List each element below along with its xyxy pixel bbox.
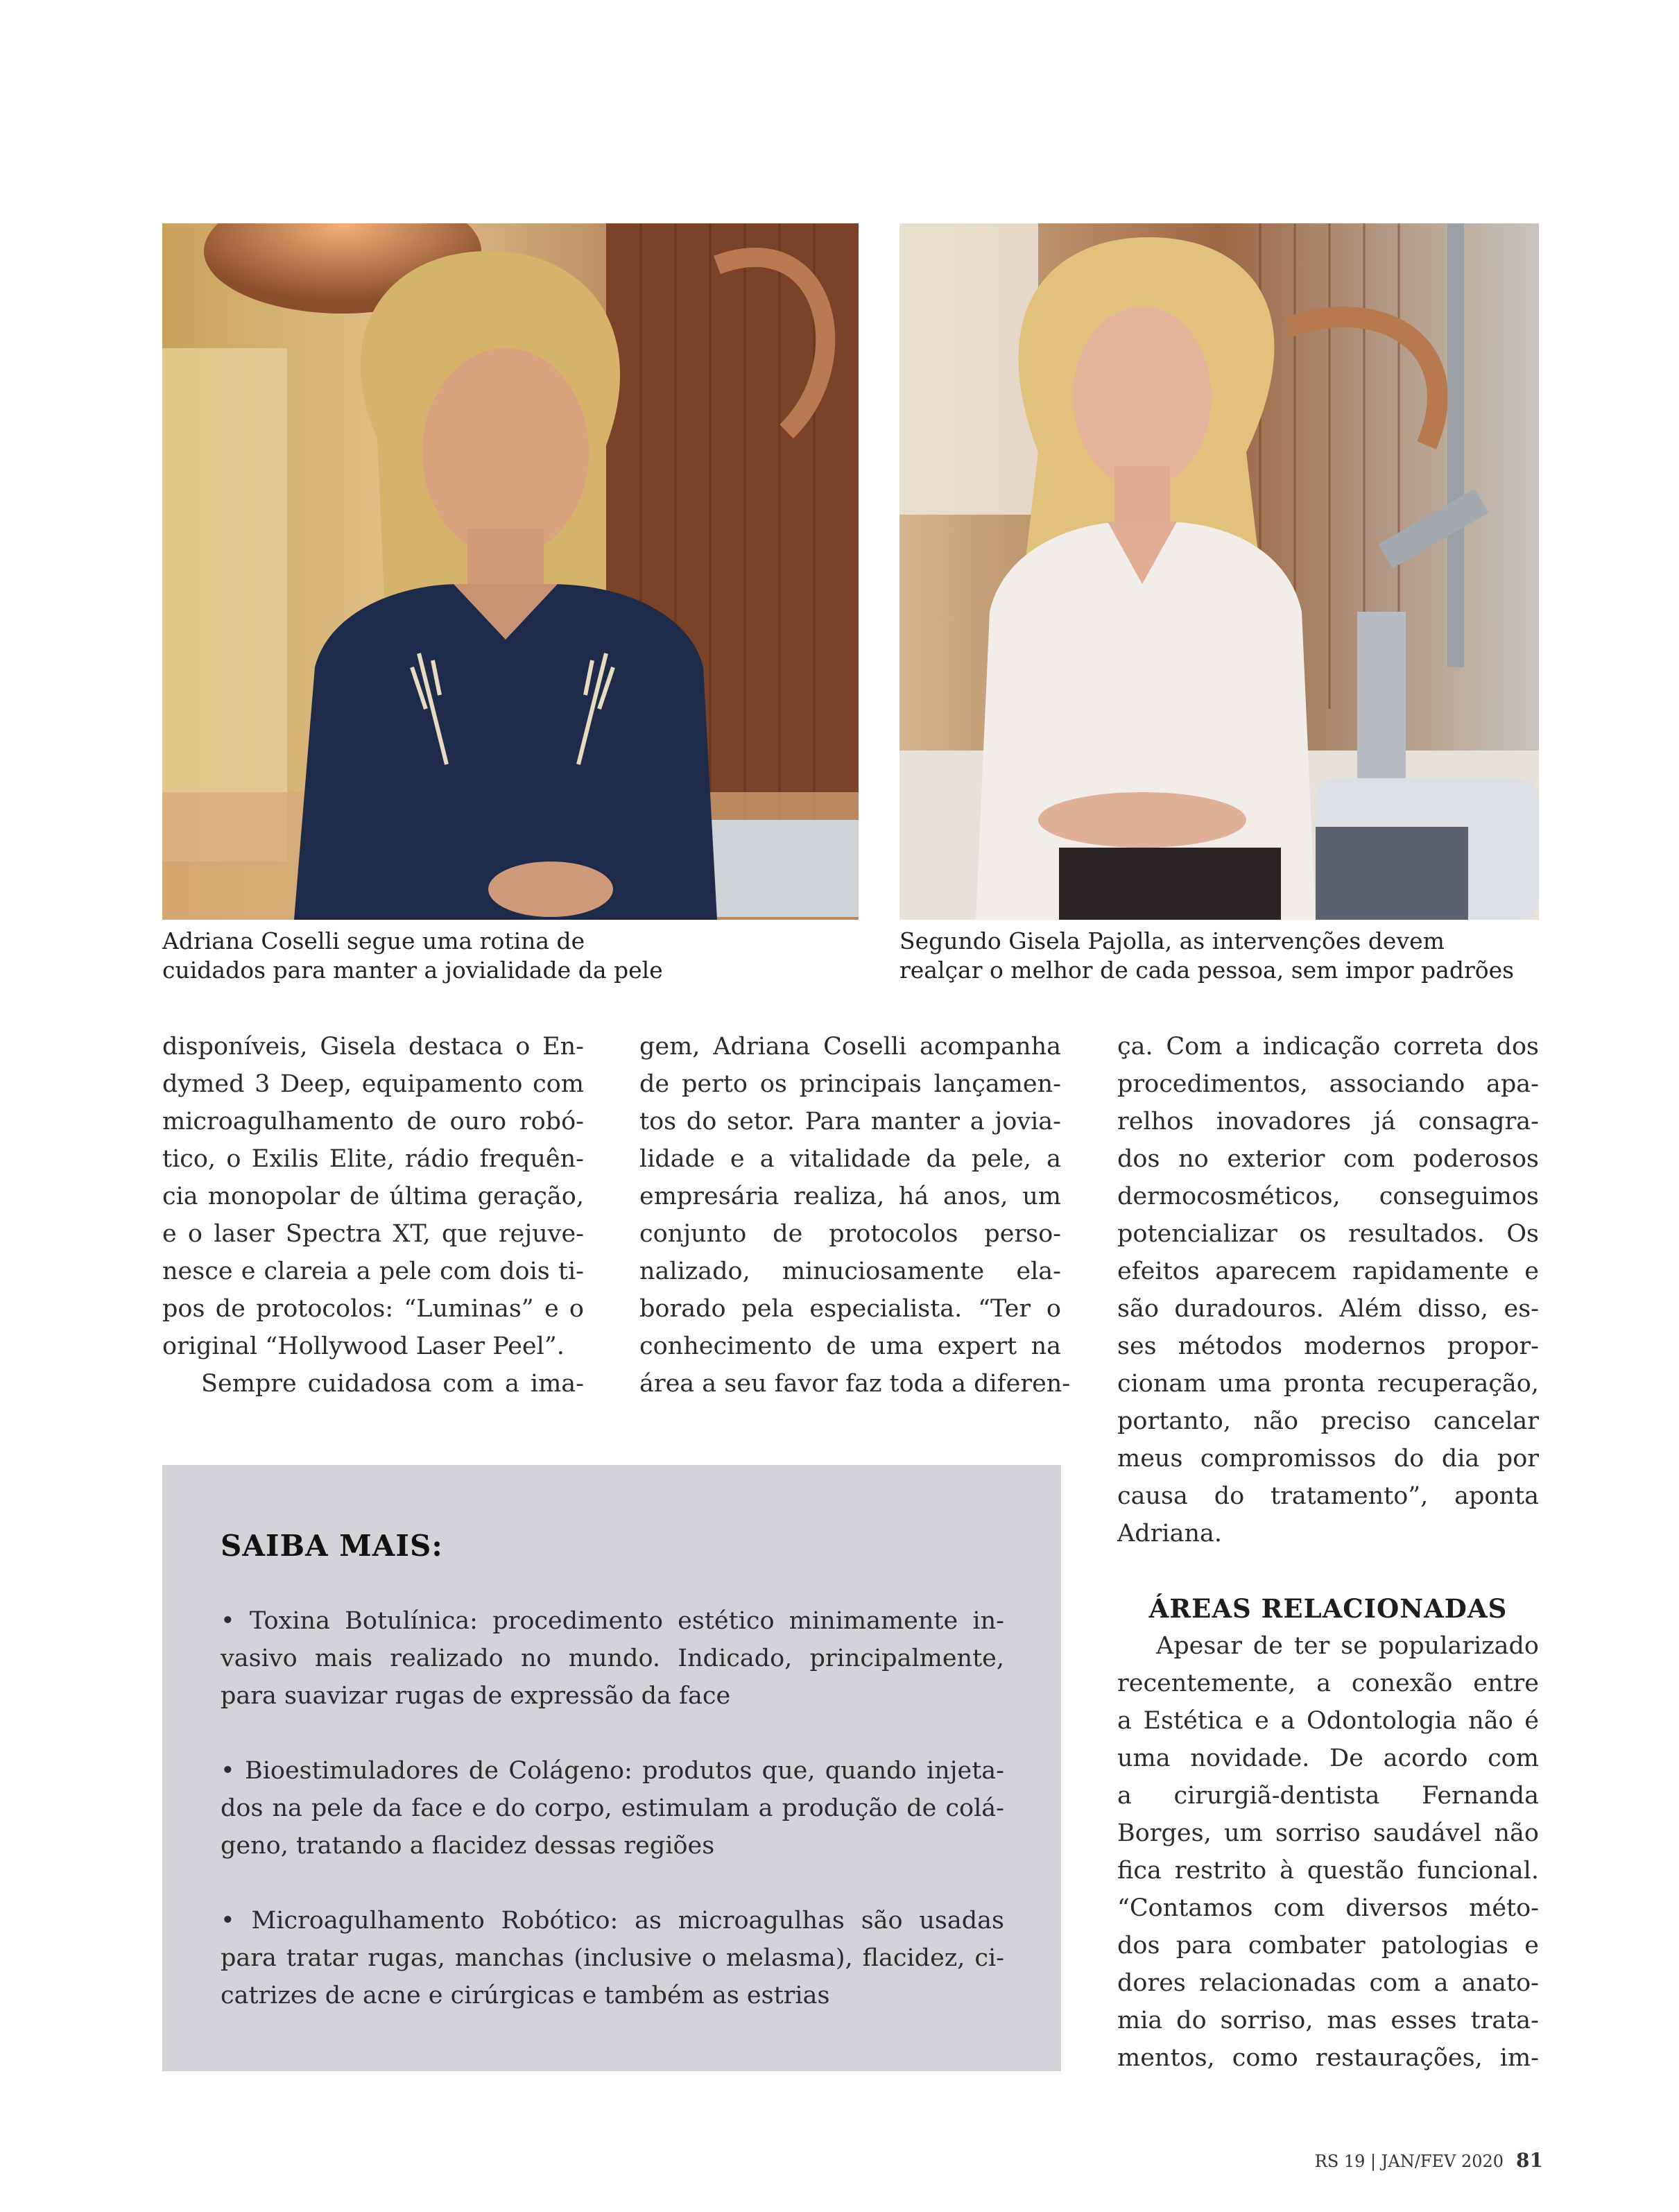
- item-line: • Microagulhamento Robótico: as microagulhas são usadas: [221, 1907, 1004, 1935]
- body-line: cia monopolar de última geração,: [162, 1183, 584, 1210]
- body-line: microagulhamento de ouro robó-: [162, 1108, 584, 1135]
- body-line: procedimentos, associando apa-: [1117, 1070, 1539, 1098]
- article-column-1: [162, 1028, 584, 1403]
- body-line: pos de protocolos: “Luminas” e o: [162, 1295, 584, 1323]
- photo-caption-left: [162, 927, 663, 985]
- body-line: original “Hollywood Laser Peel”.: [162, 1332, 565, 1360]
- item-line: • Toxina Botulínica: procedimento estético minimamente in-: [221, 1607, 1004, 1635]
- body-line: conjunto de protocolos perso-: [639, 1220, 1061, 1248]
- body-line: relhos inovadores já consagra-: [1117, 1108, 1539, 1135]
- section-heading: ÁREAS RELACIONADAS: [1148, 1593, 1508, 1624]
- item-line: • Bioestimuladores de Colágeno: produtos que, quando injeta-: [221, 1757, 1004, 1785]
- issue-label: RS 19 | JAN/FEV 2020: [1314, 2152, 1504, 2171]
- body-line: nalizado, minuciosamente ela-: [639, 1258, 1061, 1285]
- body-line: de perto os principais lançamen-: [639, 1070, 1061, 1098]
- body-line: gem, Adriana Coselli acompanha: [639, 1033, 1061, 1061]
- body-line: nesce e clareia a pele com dois ti-: [162, 1258, 584, 1285]
- body-line: “Contamos com diversos méto-: [1117, 1894, 1539, 1922]
- body-line: ses métodos modernos propor-: [1117, 1332, 1539, 1360]
- article-column-2: [639, 1028, 1071, 1403]
- item-line: para tratar rugas, manchas (inclusive o melasma), flacidez, ci-: [221, 1944, 1004, 1972]
- caption-line: cuidados para manter a jovialidade da pele: [162, 957, 663, 984]
- body-line: efeitos aparecem rapidamente e: [1117, 1258, 1539, 1285]
- body-line: causa do tratamento”, aponta: [1117, 1482, 1539, 1510]
- body-line: cionam uma pronta recuperação,: [1117, 1370, 1539, 1398]
- caption-line: Segundo Gisela Pajolla, as intervenções devem: [899, 927, 1445, 954]
- body-line: mia do sorriso, mas esses trata-: [1117, 2007, 1539, 2034]
- saiba-mais-item: [221, 1902, 1004, 2014]
- body-line: tico, o Exilis Elite, rádio frequên-: [162, 1145, 584, 1173]
- body-line: recentemente, a conexão entre: [1117, 1670, 1539, 1697]
- body-line: são duradouros. Além disso, es-: [1117, 1295, 1539, 1323]
- photo-gisela-pajolla: [899, 223, 1539, 920]
- page-footer: [1315, 2149, 1543, 2172]
- saiba-mais-box: [162, 1465, 1061, 2071]
- body-line: a cirurgiã-dentista Fernanda: [1117, 1782, 1539, 1810]
- body-line: tos do setor. Para manter a jovia-: [639, 1108, 1061, 1135]
- saiba-mais-item: [221, 1602, 1004, 1715]
- body-line: fica restrito à questão funcional.: [1117, 1857, 1539, 1885]
- body-line: e o laser Spectra XT, que rejuve-: [162, 1220, 584, 1248]
- body-line: dos para combater patologias e: [1117, 1932, 1539, 1960]
- item-line: geno, tratando a flacidez dessas regiões: [221, 1832, 715, 1860]
- body-line: área a seu favor faz toda a diferen-: [639, 1370, 1071, 1398]
- photo-caption-right: [899, 927, 1514, 985]
- body-line: Apesar de ter se popularizado: [1156, 1632, 1539, 1660]
- body-line: dymed 3 Deep, equipamento com: [162, 1070, 584, 1098]
- body-line: dos no exterior com poderosos: [1117, 1145, 1539, 1173]
- item-line: catrizes de acne e cirúrgicas e também as estrias: [221, 1982, 830, 2009]
- item-line: para suavizar rugas de expressão da face: [221, 1682, 731, 1710]
- body-line: dores relacionadas com a anato-: [1117, 1969, 1539, 1997]
- caption-line: Adriana Coselli segue uma rotina de: [162, 927, 585, 954]
- caption-line: realçar o melhor de cada pessoa, sem impor padrões: [899, 957, 1515, 984]
- body-line: conhecimento de uma expert na: [639, 1332, 1061, 1360]
- body-line: empresária realiza, há anos, um: [639, 1183, 1061, 1210]
- body-line: portanto, não preciso cancelar: [1117, 1407, 1539, 1435]
- spacer: [1117, 1552, 1539, 1590]
- item-line: vasivo mais realizado no mundo. Indicado, principalmente,: [221, 1645, 1004, 1672]
- page-number: 81: [1516, 2149, 1543, 2172]
- body-line: potencializar os resultados. Os: [1117, 1220, 1539, 1248]
- saiba-mais-title: SAIBA MAIS:: [221, 1529, 443, 1563]
- body-line: mentos, como restaurações, im-: [1117, 2044, 1539, 2072]
- body-line: a Estética e a Odontologia não é: [1117, 1707, 1539, 1735]
- body-line: ça. Com a indicação correta dos: [1117, 1033, 1539, 1061]
- body-line: borado pela especialista. “Ter o: [639, 1295, 1061, 1323]
- item-line: dos na pele da face e do corpo, estimulam a produção de colá-: [221, 1794, 1004, 1822]
- body-line: dermocosméticos, conseguimos: [1117, 1183, 1539, 1210]
- article-column-3: [1117, 1028, 1539, 2077]
- body-line: Adriana.: [1117, 1520, 1223, 1547]
- body-line: uma novidade. De acordo com: [1117, 1744, 1539, 1772]
- body-line: Sempre cuidadosa com a ima-: [201, 1370, 584, 1398]
- body-line: lidade e a vitalidade da pele, a: [639, 1145, 1061, 1173]
- body-line: meus compromissos do dia por: [1117, 1445, 1539, 1473]
- body-line: disponíveis, Gisela destaca o En-: [162, 1033, 584, 1061]
- saiba-mais-item: [221, 1752, 1004, 1864]
- photo-adriana-coselli: [162, 223, 859, 920]
- body-line: Borges, um sorriso saudável não: [1117, 1819, 1539, 1847]
